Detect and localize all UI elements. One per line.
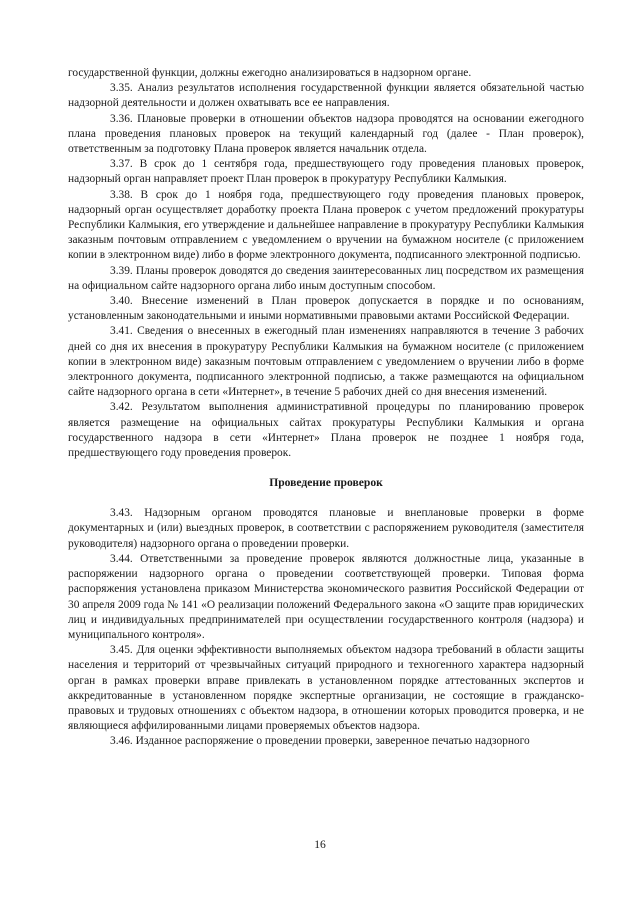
paragraphs-before — [68, 66, 584, 461]
paragraph: 3.42. Результатом выполнения административной процедуры по планированию проверок является размещение на официальных сайтах прокуратуры Республики Калмыкия и органа государственного надзора в сети «Интернет» Плана проверок не позднее 1 ноября года, предшествующего году проведения проверок. — [68, 401, 584, 460]
paragraphs-after — [68, 506, 584, 749]
paragraph: 3.39. Планы проверок доводятся до сведения заинтересованных лиц посредством их размещения на официальном сайте надзорного органа либо иным доступным способом. — [68, 264, 584, 292]
paragraph: государственной функции, должны ежегодно анализироваться в надзорном органе. — [68, 67, 472, 79]
paragraph: 3.38. В срок до 1 ноября года, предшествующего году проведения плановых проверок, надзорный орган осуществляет доработку проекта Плана проверок с учетом предложений прокуратуры Республики Калмыкия, его утверждение и дальнейшее направление в прокуратуру Республики Калмыкия заказным почтовым отправлением с уведомлением о вручении на бумажном носителе (с приложением копии в электронном виде) либо в форме электронного документа, подписанного электронной подписью. — [68, 188, 584, 262]
paragraph: 3.41. Сведения о внесенных в ежегодный план изменениях направляются в течение 3 рабочих дней со дня их внесения в прокуратуру Республики Калмыкия на бумажном носителе (с приложением копии в электронном виде) заказным почтовым отправлением с уведомлением о вручении либо в форме электронного документа, подписанного электронной подписью, а также размещаются на официальном сайте надзорного органа в сети «Интернет», в течение 5 рабочих дней со дня внесения изменений. — [68, 325, 584, 399]
page-number: 16 — [314, 838, 326, 851]
paragraph: 3.36. Плановые проверки в отношении объектов надзора проводятся на основании ежегодного плана проведения плановых проверок на текущий календарный год (далее - План проверок), ответственным за подготовку Плана проверок является начальник отдела. — [68, 112, 584, 156]
section-heading: Проведение проверок — [269, 476, 383, 490]
paragraph: 3.44. Ответственными за проведение проверок являются должностные лица, указанные в распоряжении надзорного органа о проведении соответствующей проверки. Типовая форма распоряжения установлена приказом Министерства экономического развития Российской Федерации от 30 апреля 2009 года № 141 «О реализации положений Федерального закона «О защите прав юридических лиц и индивидуальных предпринимателей при осуществлении государственного контроля (надзора) и муниципального контроля». — [68, 552, 584, 641]
paragraph: 3.45. Для оценки эффективности выполняемых объектом надзора требований в области защиты населения и территорий от чрезвычайных ситуаций природного и техногенного характера надзорный орган в рамках проверки вправе привлекать в установленном порядке аттестованных экспертов и аккредитованные в установленном порядке экспертные организации, не состоящие в гражданско-правовых и трудовых отношениях с объектом надзора, в отношении которых проводится проверка, и не являющиеся аффилированными лицами проверяемых объектов надзора. — [68, 644, 584, 733]
paragraph: 3.40. Внесение изменений в План проверок допускается в порядке и по основаниям, установленным законодательными и иными нормативными правовыми актами Российской Федерации. — [68, 295, 584, 323]
paragraph: 3.46. Изданное распоряжение о проведении проверки, заверенное печатью надзорного — [110, 735, 530, 748]
paragraph: 3.37. В срок до 1 сентября года, предшествующего году проведения плановых проверок, надзорный орган направляет проект План проверок в прокуратуру Республики Калмыкия. — [68, 158, 584, 186]
paragraph: 3.35. Анализ результатов исполнения государственной функции является обязательной частью надзорной деятельности и должен охватывать все ее направления. — [68, 82, 584, 110]
paragraph: 3.43. Надзорным органом проводятся плановые и внеплановые проверки в форме документарных и (или) выездных проверок, в соответствии с распоряжением руководителя (заместителя руководителя) надзорного органа о проведении проверки. — [68, 507, 584, 550]
